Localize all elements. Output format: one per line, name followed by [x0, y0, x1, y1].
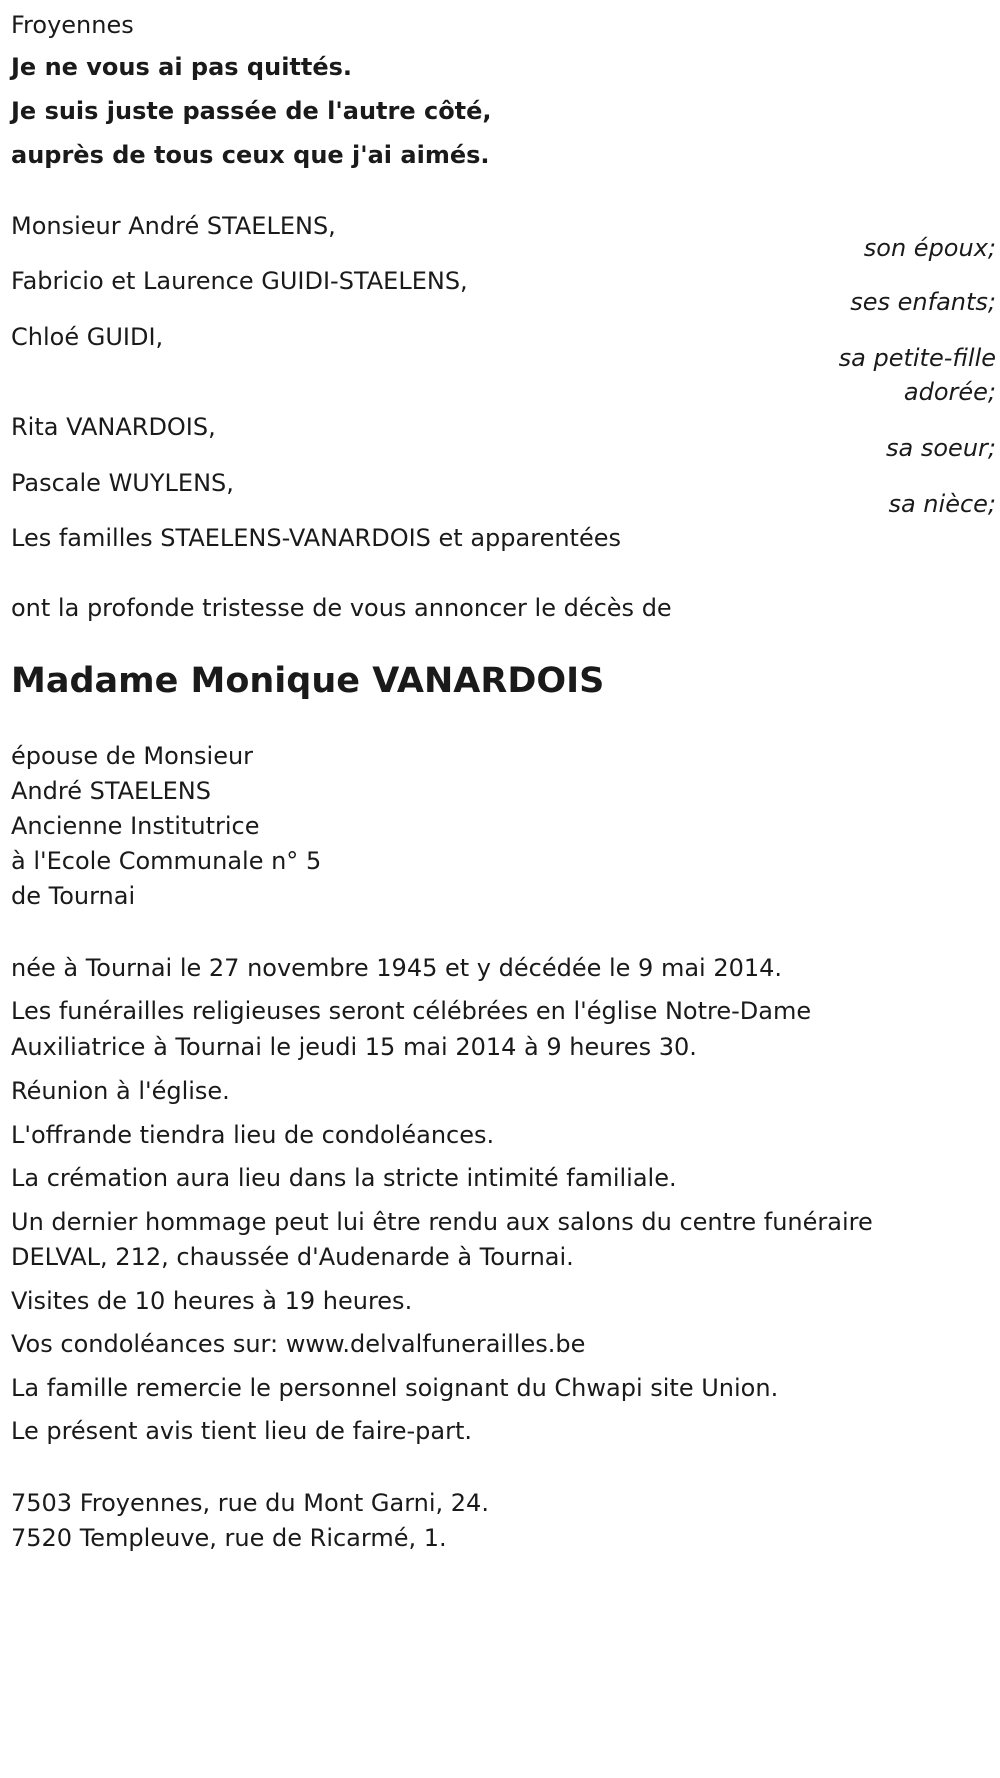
funeral-text-line-1: Les funérailles religieuses seront célébrées en l'église Notre-Dame: [11, 997, 812, 1025]
deceased-detail: à l'Ecole Communale n° 5: [11, 847, 322, 875]
poem-line-1: Je ne vous ai pas quittés.: [11, 53, 353, 81]
family-member-name: Monsieur André STAELENS,: [11, 212, 336, 240]
family-member-name: Fabricio et Laurence GUIDI-STAELENS,: [11, 267, 468, 295]
family-member-relation: sa nièce;: [888, 490, 996, 518]
family-member-relation: son époux;: [863, 234, 996, 262]
address-line: 7520 Templeuve, rue de Ricarmé, 1.: [11, 1524, 447, 1552]
family-member-relation: sa petite-fille: [838, 344, 996, 372]
offering-text: L'offrande tiendra lieu de condoléances.: [11, 1121, 495, 1149]
place-name: Froyennes: [11, 11, 134, 39]
family-member-name: Chloé GUIDI,: [11, 323, 164, 351]
family-member-relation: sa soeur;: [886, 434, 996, 462]
poem-line-2: Je suis juste passée de l'autre côté,: [11, 97, 492, 125]
family-member-name: Pascale WUYLENS,: [11, 469, 234, 497]
deceased-name: Madame Monique VANARDOIS: [11, 661, 605, 701]
condolences-text: Vos condoléances sur: www.delvalfunerailles.be: [11, 1330, 586, 1358]
tribute-text-line-2: DELVAL, 212, chaussée d'Audenarde à Tournai.: [11, 1243, 574, 1271]
tribute-text-line-1: Un dernier hommage peut lui être rendu aux salons du centre funéraire: [11, 1208, 873, 1236]
family-member-name: Les familles STAELENS-VANARDOIS et apparentées: [11, 524, 621, 552]
family-member-relation: ses enfants;: [850, 288, 996, 316]
announcement-text: ont la profonde tristesse de vous annoncer le décès de: [11, 594, 672, 622]
address-line: 7503 Froyennes, rue du Mont Garni, 24.: [11, 1489, 489, 1517]
thanks-text: La famille remercie le personnel soignant du Chwapi site Union.: [11, 1374, 779, 1402]
deceased-detail: André STAELENS: [11, 777, 211, 805]
deceased-detail: épouse de Monsieur: [11, 742, 254, 770]
notice-text: Le présent avis tient lieu de faire-part.: [11, 1417, 473, 1445]
visits-text: Visites de 10 heures à 19 heures.: [11, 1287, 413, 1315]
family-member-name: Rita VANARDOIS,: [11, 413, 216, 441]
funeral-text-line-2: Auxiliatrice à Tournai le jeudi 15 mai 2014 à 9 heures 30.: [11, 1033, 697, 1061]
deceased-detail: de Tournai: [11, 882, 136, 910]
meeting-text: Réunion à l'église.: [11, 1077, 230, 1105]
poem-line-3: auprès de tous ceux que j'ai aimés.: [11, 141, 490, 169]
birth-death-text: née à Tournai le 27 novembre 1945 et y décédée le 9 mai 2014.: [11, 954, 783, 982]
deceased-detail: Ancienne Institutrice: [11, 812, 260, 840]
family-member-relation: adorée;: [903, 378, 996, 406]
cremation-text: La crémation aura lieu dans la stricte intimité familiale.: [11, 1164, 677, 1192]
